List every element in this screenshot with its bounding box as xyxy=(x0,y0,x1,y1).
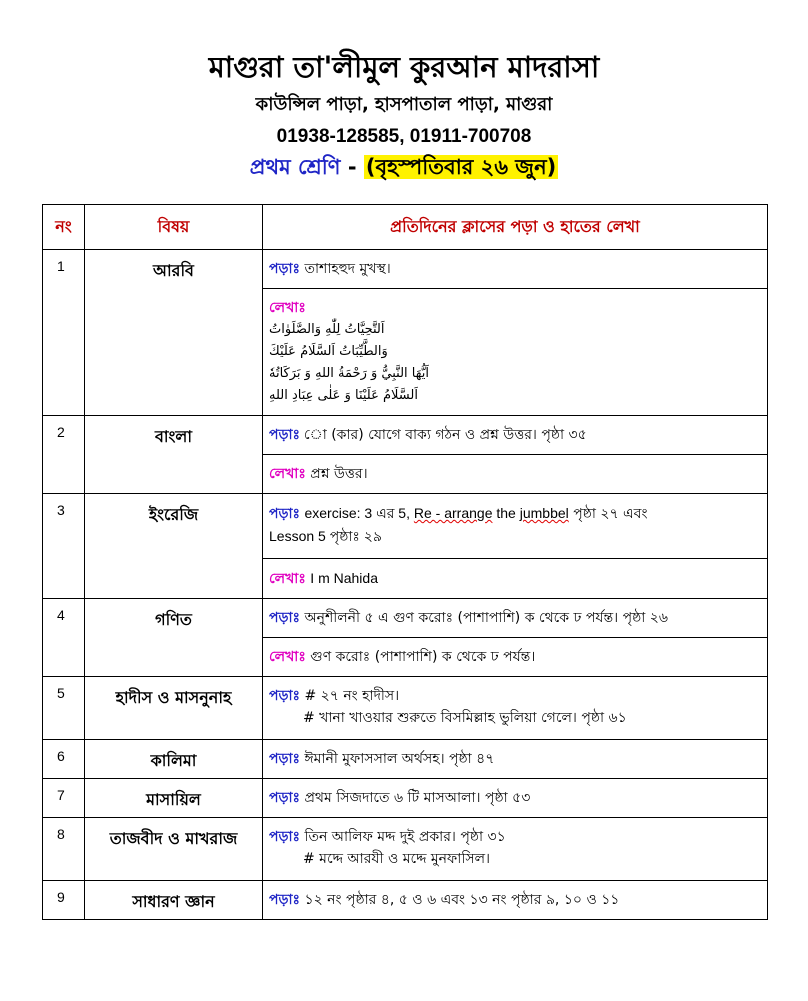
pora-text: ১২ নং পৃষ্ঠার ৪, ৫ ও ৬ এবং ১৩ নং পৃষ্ঠার ৯, ১০ ও ১১ xyxy=(304,892,620,908)
pora-text: exercise: 3 এর 5, xyxy=(304,505,414,521)
pora-text: প্রথম সিজদাতে ৬ টি মাসআলা। পৃষ্ঠা ৫৩ xyxy=(304,790,531,806)
table-row xyxy=(43,250,768,289)
table-row xyxy=(43,779,768,818)
arabic-line: وَالطَّيِّبَاتُ اَلسَّلَامُ عَلَيْكَ xyxy=(269,344,388,359)
class-name: প্রথম শ্রেণি xyxy=(249,155,341,179)
lekha-cell xyxy=(263,289,768,416)
pora-cell xyxy=(263,250,768,289)
lekha-text: প্রশ্ন উত্তর। xyxy=(310,466,368,482)
lekha-cell xyxy=(263,455,768,494)
madrasa-title: মাগুরা তা'লীমুল কুরআন মাদরাসা xyxy=(208,50,600,84)
row-subject: আরবি xyxy=(85,250,263,416)
pora-cell xyxy=(263,740,768,779)
pora-text-flagged: Re - arrange xyxy=(413,505,493,521)
lekha-label: লেখাঃ xyxy=(269,300,306,316)
row-number: 1 xyxy=(43,250,85,416)
arabic-line: اَلتَّحِيَّاتُ لِلّٰهِ وَالصَّلَوٰاتُ xyxy=(269,322,385,337)
lekha-text: I m Nahida xyxy=(310,570,378,586)
arabic-line: اَلسَّلَامُ عَلَيْنَا وَ عَلٰى عِبَادِ اللهِ xyxy=(269,388,418,403)
pora-text: ো (কার) যোগে বাক্য গঠন ও প্রশ্ন উত্তর। পৃষ্ঠা ৩৫ xyxy=(326,427,587,443)
row-subject: কালিমা xyxy=(85,740,263,779)
row-subject: ইংরেজি xyxy=(85,494,263,599)
row-number: 2 xyxy=(43,416,85,494)
table-row xyxy=(43,818,768,881)
table-row xyxy=(43,494,768,559)
pora-text: the xyxy=(492,505,520,521)
header-subject: বিষয় xyxy=(85,205,263,250)
pora-text: ঈমানী মুফাসসাল অর্থসহ। পৃষ্ঠা ৪৭ xyxy=(304,751,495,767)
row-number: 7 xyxy=(43,779,85,818)
pora-label: পড়াঃ xyxy=(269,688,301,704)
lekha-cell xyxy=(263,638,768,677)
pora-text-line2: # খানা খাওয়ার শুরুতে বিসমিল্লাহ ভুলিয়া গেলে। পৃষ্ঠা ৬১ xyxy=(303,710,627,726)
lekha-cell xyxy=(263,559,768,599)
pora-cell xyxy=(263,416,768,455)
row-subject: তাজবীদ ও মাখরাজ xyxy=(85,818,263,881)
pora-label: পড়াঃ xyxy=(269,892,301,908)
pora-cell xyxy=(263,779,768,818)
lekha-label: লেখাঃ xyxy=(269,466,306,482)
pora-cell xyxy=(263,677,768,740)
lekha-text: গুণ করোঃ (পাশাপাশি) ক থেকে ঢ পর্যন্ত। xyxy=(310,649,536,665)
row-subject: সাধারণ জ্ঞান xyxy=(85,881,263,920)
class-heading xyxy=(0,152,808,182)
lekha-label: লেখাঃ xyxy=(269,649,306,665)
pora-cell xyxy=(263,599,768,638)
row-number: 3 xyxy=(43,494,85,599)
table-row xyxy=(43,416,768,455)
row-number: 9 xyxy=(43,881,85,920)
pora-cell xyxy=(263,881,768,920)
row-subject: গণিত xyxy=(85,599,263,677)
row-number: 5 xyxy=(43,677,85,740)
pora-text: তাশাহহুদ মুখস্থ। xyxy=(304,261,391,277)
row-number: 4 xyxy=(43,599,85,677)
row-number: 6 xyxy=(43,740,85,779)
table-header-row xyxy=(43,205,768,250)
pora-label: পড়াঃ xyxy=(269,261,301,277)
phone-numbers: 01938-128585, 01911-700708 xyxy=(276,126,532,147)
schedule-table xyxy=(42,204,768,920)
pora-text-line2: # মদ্দে আরযী ও মদ্দে মুনফাসিল। xyxy=(303,851,491,867)
pora-text-line2: Lesson 5 পৃষ্ঠাঃ ২৯ xyxy=(269,528,382,544)
table-row xyxy=(43,740,768,779)
table-row xyxy=(43,881,768,920)
pora-text-flagged: jumbbel xyxy=(519,505,569,521)
lekha-label: লেখাঃ xyxy=(269,571,306,587)
madrasa-address: কাউন্সিল পাড়া, হাসপাতাল পাড়া, মাগুরা xyxy=(255,94,553,115)
table-row xyxy=(43,599,768,638)
pora-text: তিন আলিফ মদ্দ দুই প্রকার। পৃষ্ঠা ৩১ xyxy=(304,829,506,845)
document-header xyxy=(0,48,808,182)
pora-text: পৃষ্ঠা ২৭ এবং xyxy=(568,506,648,522)
row-subject: হাদীস ও মাসনুনাহ xyxy=(85,677,263,740)
header-no: নং xyxy=(43,205,85,250)
pora-label: পড়াঃ xyxy=(269,506,301,522)
header-content: প্রতিদিনের ক্লাসের পড়া ও হাতের লেখা xyxy=(263,205,768,250)
row-subject: মাসায়িল xyxy=(85,779,263,818)
pora-label: পড়াঃ xyxy=(269,751,301,767)
arabic-line: اَيُّهَا النَّبِيُّ وَ رَحْمَةُ اللهِ وَ بَرَكَاتُهٗ xyxy=(269,366,429,381)
pora-label: পড়াঃ xyxy=(269,790,301,806)
pora-label: পড়াঃ xyxy=(269,427,301,443)
pora-cell xyxy=(263,818,768,881)
row-subject: বাংলা xyxy=(85,416,263,494)
class-day: (বৃহস্পতিবার ২৬ জুন) xyxy=(365,155,557,179)
class-dash: - xyxy=(340,155,364,179)
pora-text: অনুশীলনী ৫ এ গুণ করোঃ (পাশাপাশি) ক থেকে ঢ পর্যন্ত। পৃষ্ঠা ২৬ xyxy=(304,610,668,626)
pora-label: পড়াঃ xyxy=(269,610,301,626)
table-row xyxy=(43,677,768,740)
pora-text: # ২৭ নং হাদীস। xyxy=(304,688,400,704)
pora-cell xyxy=(263,494,768,559)
row-number: 8 xyxy=(43,818,85,881)
pora-label: পড়াঃ xyxy=(269,829,301,845)
